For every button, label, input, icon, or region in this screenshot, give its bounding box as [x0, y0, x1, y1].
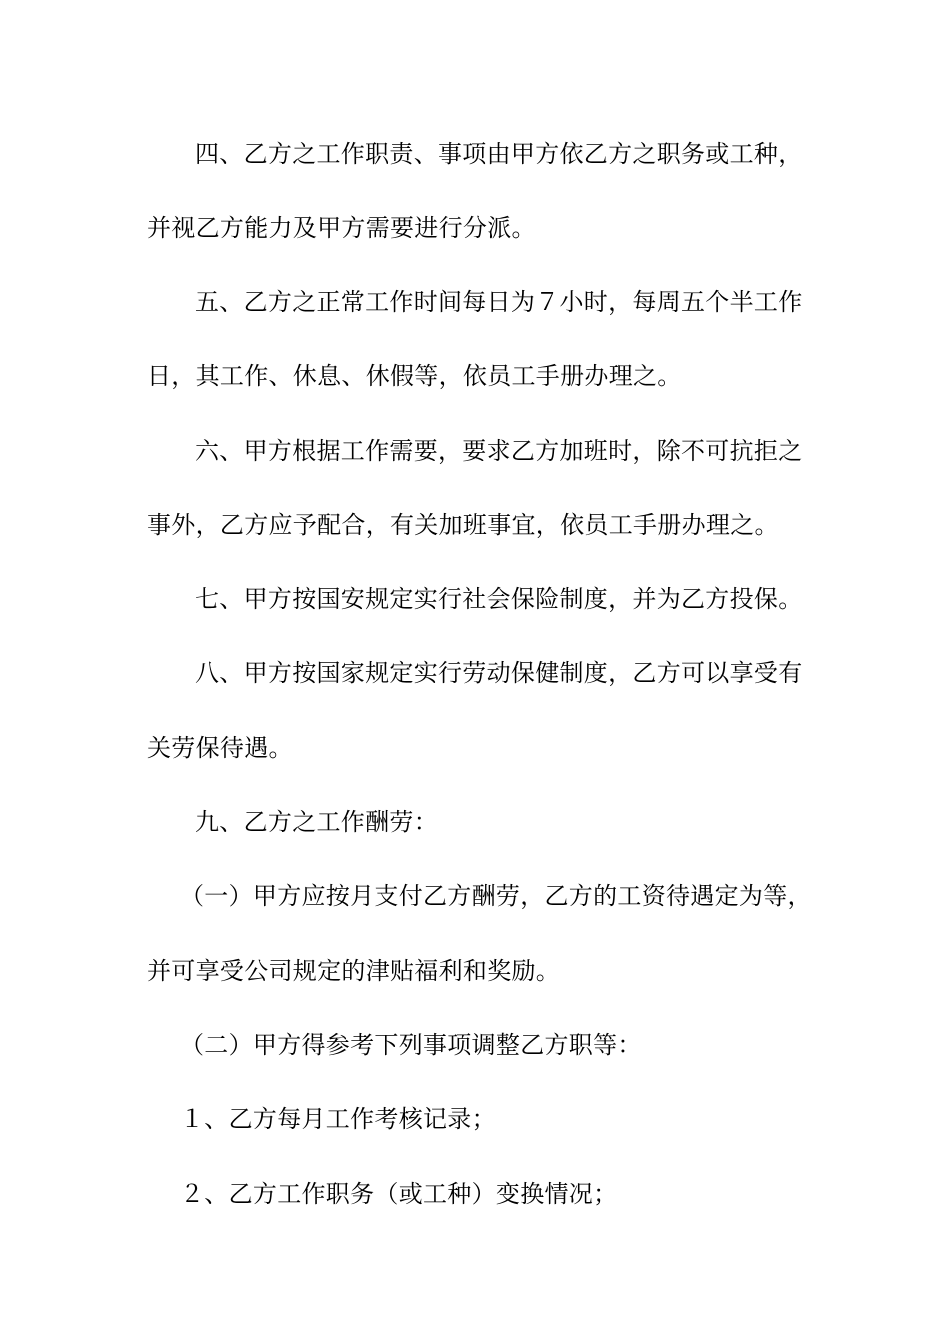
clause-4-line-2: 并视乙方能力及甲方需要进行分派。	[147, 214, 536, 242]
clause-9-2-item-2: ２、乙方工作职务（或工种）变换情况；	[180, 1180, 618, 1208]
clause-9-1-line-2: 并可享受公司规定的津贴福利和奖励。	[147, 957, 561, 985]
clause-6-line-2: 事外，乙方应予配合，有关加班事宜，依员工手册办理之。	[147, 511, 779, 539]
clause-5-line-1: 五、乙方之正常工作时间每日为７小时，每周五个半工作	[195, 288, 803, 316]
clause-7-line-1: 七、甲方按国安规定实行社会保险制度，并为乙方投保。	[195, 585, 803, 613]
clause-9-2-item-1: １、乙方每月工作考核记录；	[180, 1105, 496, 1133]
clause-8-line-1: 八、甲方按国家规定实行劳动保健制度，乙方可以享受有	[195, 659, 803, 687]
clause-6-line-1: 六、甲方根据工作需要，要求乙方加班时，除不可抗拒之	[195, 437, 803, 465]
clause-9-2-heading: （二）甲方得参考下列事项调整乙方职等：	[180, 1031, 642, 1059]
clause-5-line-2: 日，其工作、休息、休假等，依员工手册办理之。	[147, 362, 682, 390]
clause-8-line-2: 关劳保待遇。	[147, 734, 293, 762]
clause-9-1-line-1: （一）甲方应按月支付乙方酬劳，乙方的工资待遇定为等，	[180, 882, 812, 910]
clause-9-heading: 九、乙方之工作酬劳：	[195, 808, 438, 836]
clause-4-line-1: 四、乙方之工作职责、事项由甲方依乙方之职务或工种，	[195, 140, 803, 168]
